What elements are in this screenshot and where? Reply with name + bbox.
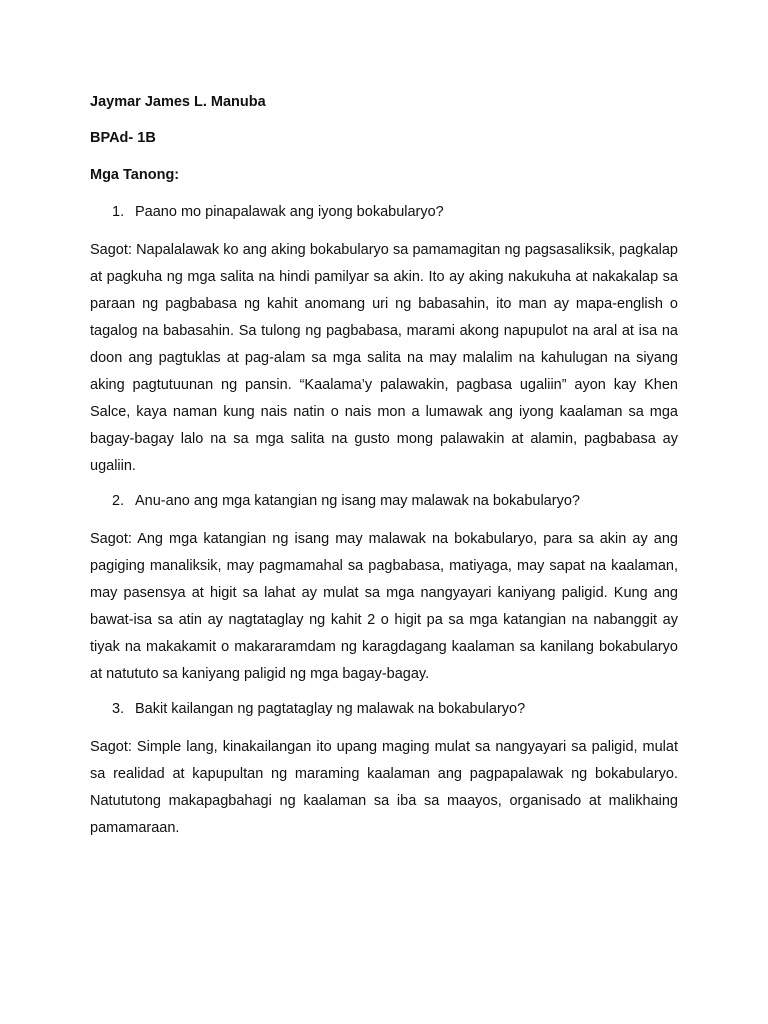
answer-3: Sagot: Simple lang, kinakailangan ito upang maging mulat sa nangyayari sa paligid, mulat sa realidad at kapupultan ng maraming kaalaman ang pagpapalawak ng bokabularyo. Natututong makapagbahagi ng kaalaman sa iba sa maayos, organisado at malikhaing pamamaraan.	[90, 739, 678, 836]
question-number: 1.	[112, 204, 125, 220]
question-2	[90, 490, 678, 512]
question-text: Bakit kailangan ng pagtataglay ng malawak na bokabularyo?	[135, 701, 526, 717]
questions-heading: Mga Tanong:	[90, 167, 180, 183]
answer-1: Sagot: Napalalawak ko ang aking bokabularyo sa pamamagitan ng pagsasaliksik, pagkalap at pagkuha ng mga salita na hindi pamilyar sa akin. Ito ay aking nakukuha at nakakalap sa paraan ng pagbabasa ng kahit anomang uri ng babasahin, ito man ay mapa-english o tagalog na babasahin. Sa tulong ng pagbabasa, marami akong napupulot na aral at isa na doon ang pagtuklas at pag-alam sa mga salita na may malalim na kahulugan na siyang aking pagtutuunan ng pansin. “Kaalama’y palawakin, pagbasa ugaliin” ayon kay Khen Salce, kaya naman kung nais natin o nais mon a lumawak ang iyong kaalaman sa mga bagay-bagay lalo na sa mga salita na gusto mong palawakin at alamin, pagbabasa ay ugaliin.	[90, 242, 678, 474]
question-3	[90, 698, 678, 720]
question-number: 3.	[112, 701, 125, 717]
author-name: Jaymar James L. Manuba	[90, 94, 266, 110]
question-text: Anu-ano ang mga katangian ng isang may malawak na bokabularyo?	[135, 493, 580, 509]
document-body	[90, 91, 678, 852]
question-number: 2.	[112, 493, 125, 509]
class-section: BPAd- 1B	[90, 130, 156, 146]
question-text: Paano mo pinapalawak ang iyong bokabularyo?	[135, 204, 444, 220]
answer-2: Sagot: Ang mga katangian ng isang may malawak na bokabularyo, para sa akin ay ang pagiging manaliksik, may pagmamahal sa pagbabasa, matiyaga, may sapat na kaalaman, may pasensya at higit sa lahat ay mulat sa mga nangyayari kaniyang paligid. Kung ang bawat-isa sa atin ay nagtataglay ng kahit 2 o higit pa sa mga katangian na nabanggit ay tiyak na makakamit o makararamdam ng karagdagang kaalaman sa kanilang bokabularyo at natututo sa kaniyang paligid ng mga bagay-bagay.	[90, 531, 678, 682]
question-1	[90, 201, 678, 223]
